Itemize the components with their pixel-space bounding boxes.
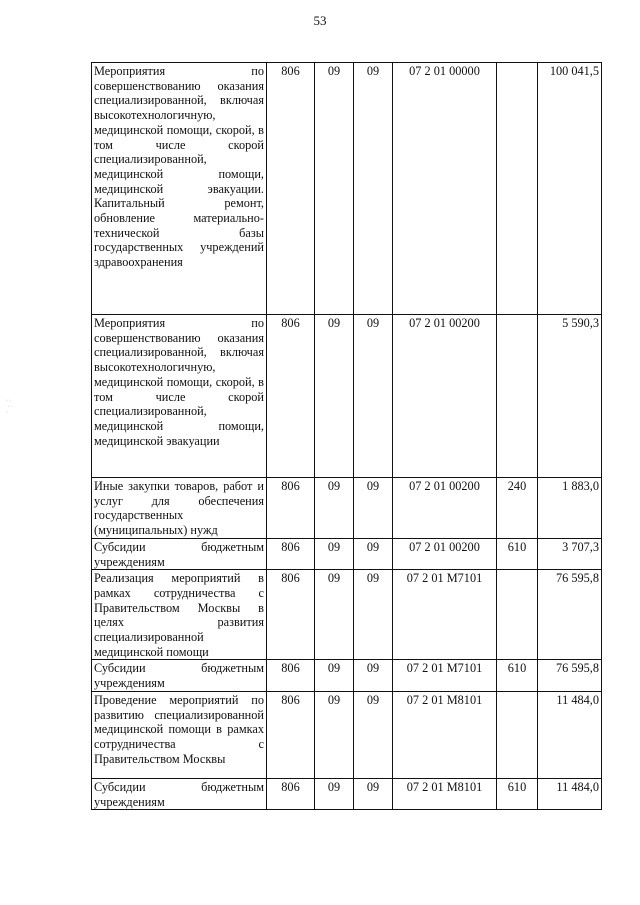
section-code-cell: 09 bbox=[315, 660, 354, 691]
row-name-cell: Иные закупки товаров, работ и услуг для обеспечения государственных (муниципальных) нужд bbox=[92, 478, 267, 539]
subsection-code-cell: 09 bbox=[354, 315, 393, 478]
subsection-code-cell: 09 bbox=[354, 478, 393, 539]
amount-cell: 5 590,3 bbox=[538, 315, 602, 478]
target-article-cell: 07 2 01 M8101 bbox=[393, 778, 497, 809]
expense-type-cell: 610 bbox=[497, 538, 538, 569]
ved-code-cell: 806 bbox=[267, 538, 315, 569]
section-code-cell: 09 bbox=[315, 478, 354, 539]
expense-type-cell bbox=[497, 315, 538, 478]
row-name-cell: Проведение мероприятий по развитию специализированной медицинской помощи в рамках сотрудничества с Правительством Москвы bbox=[92, 691, 267, 778]
expense-type-cell bbox=[497, 570, 538, 660]
table-row bbox=[92, 778, 602, 809]
amount-cell: 1 883,0 bbox=[538, 478, 602, 539]
table-row bbox=[92, 691, 602, 778]
target-article-cell: 07 2 01 00200 bbox=[393, 478, 497, 539]
table-row bbox=[92, 315, 602, 478]
ved-code-cell: 806 bbox=[267, 478, 315, 539]
section-code-cell: 09 bbox=[315, 538, 354, 569]
subsection-code-cell: 09 bbox=[354, 570, 393, 660]
target-article-cell: 07 2 01 00200 bbox=[393, 315, 497, 478]
section-code-cell: 09 bbox=[315, 691, 354, 778]
scan-speck-mark: · · · · · bbox=[6, 398, 13, 416]
amount-cell: 11 484,0 bbox=[538, 778, 602, 809]
page-number: 53 bbox=[313, 13, 327, 28]
section-code-cell: 09 bbox=[315, 63, 354, 315]
row-name-cell: Субсидии бюджетным учреждениям bbox=[92, 538, 267, 569]
ved-code-cell: 806 bbox=[267, 315, 315, 478]
target-article-cell: 07 2 01 00200 bbox=[393, 538, 497, 569]
row-name-cell: Мероприятия по совершенствованию оказания специализированной, включая высокотехнологичную, медицинской помощи, скорой, в том числе скорой специализированной, медицинской помощи, медицинской эвакуации. Капитальный ремонт, обновление материально-технической базы государственных учреждений здравоохранения bbox=[92, 63, 267, 315]
ved-code-cell: 806 bbox=[267, 570, 315, 660]
target-article-cell: 07 2 01 M7101 bbox=[393, 660, 497, 691]
ved-code-cell: 806 bbox=[267, 778, 315, 809]
subsection-code-cell: 09 bbox=[354, 778, 393, 809]
amount-cell: 11 484,0 bbox=[538, 691, 602, 778]
row-name-cell: Субсидии бюджетным учреждениям bbox=[92, 660, 267, 691]
row-name-cell: Субсидии бюджетным учреждениям bbox=[92, 778, 267, 809]
subsection-code-cell: 09 bbox=[354, 63, 393, 315]
table-row bbox=[92, 660, 602, 691]
budget-table bbox=[91, 62, 602, 810]
ved-code-cell: 806 bbox=[267, 63, 315, 315]
ved-code-cell: 806 bbox=[267, 660, 315, 691]
expense-type-cell: 240 bbox=[497, 478, 538, 539]
target-article-cell: 07 2 01 00000 bbox=[393, 63, 497, 315]
section-code-cell: 09 bbox=[315, 570, 354, 660]
section-code-cell: 09 bbox=[315, 778, 354, 809]
target-article-cell: 07 2 01 M7101 bbox=[393, 570, 497, 660]
expense-type-cell bbox=[497, 63, 538, 315]
target-article-cell: 07 2 01 M8101 bbox=[393, 691, 497, 778]
amount-cell: 76 595,8 bbox=[538, 570, 602, 660]
row-name-cell: Реализация мероприятий в рамках сотрудничества с Правительством Москвы в целях развития специализированной медицинской помощи bbox=[92, 570, 267, 660]
expense-type-cell bbox=[497, 691, 538, 778]
expense-type-cell: 610 bbox=[497, 778, 538, 809]
subsection-code-cell: 09 bbox=[354, 538, 393, 569]
amount-cell: 76 595,8 bbox=[538, 660, 602, 691]
expense-type-cell: 610 bbox=[497, 660, 538, 691]
table-row bbox=[92, 63, 602, 315]
subsection-code-cell: 09 bbox=[354, 691, 393, 778]
table-row bbox=[92, 570, 602, 660]
table-row bbox=[92, 478, 602, 539]
amount-cell: 3 707,3 bbox=[538, 538, 602, 569]
subsection-code-cell: 09 bbox=[354, 660, 393, 691]
section-code-cell: 09 bbox=[315, 315, 354, 478]
ved-code-cell: 806 bbox=[267, 691, 315, 778]
table-row bbox=[92, 538, 602, 569]
amount-cell: 100 041,5 bbox=[538, 63, 602, 315]
row-name-cell: Мероприятия по совершенствованию оказания специализированной, включая высокотехнологичную, медицинской помощи, скорой, в том числе скорой специализированной, медицинской помощи, медицинской эвакуации bbox=[92, 315, 267, 478]
